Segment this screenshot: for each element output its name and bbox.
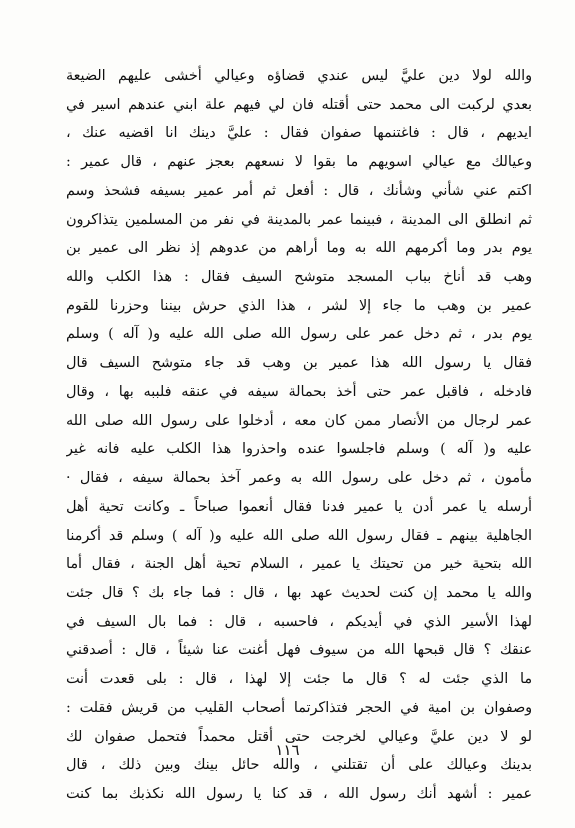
text-line: ثم انطلق الى المدينة ، فبينما عمر بالمدينة في نفر من المسلمين يتذاكرون: [66, 211, 532, 228]
text-line: وصفوان بن امية في الحجر فتذاكرتما أصحاب القليب من قريش فقلت :: [66, 699, 532, 716]
body-text: [66, 62, 532, 809]
text-line: يوم بدر ، ثم دخل عمر على رسول الله صلى الله عليه و( آله ) وسلم: [66, 326, 532, 343]
text-line: أرسله يا عمر أدن يا عمير فدنا فقال أنعموا صباحاً ـ وكانت تحية أهل: [66, 498, 532, 515]
text-line: عمر لرجال من الأنصار ممن كان معه ، أدخلوا على رسول الله صلى الله: [66, 412, 532, 429]
text-line: وعيالك مع عيالي اسويهم ما بقوا لا نسعهم بعجز عنهم ، قال عمير :: [66, 154, 532, 171]
text-line: اكتم عني شأني وشأنك ، قال : أفعل ثم أمر عمير بسيفه فشحذ وسم: [66, 182, 532, 199]
text-line: بعدي لركبت الى محمد حتى أقتله فان لي فيهم علة ابني عندهم اسير في: [66, 96, 532, 113]
page-number: ١١٦: [275, 741, 300, 759]
text-line: مأمون ، ثم دخل على رسول الله به وعمر آخذ بحمالة سيفه ، فقال ·: [66, 470, 532, 487]
text-line: عمير بن وهب ما جاء إلا لشر ، هذا الذي حرش بيننا وحزرنا للقوم: [66, 297, 532, 314]
text-line: والله لولا دين عليَّ ليس عندي قضاؤه وعيالي أخشى عليهم الضيعة: [66, 68, 532, 84]
text-line: الجاهلية بينهم ـ فقال رسول الله صلى الله عليه و( آله ) وسلم قد أكرمنا: [66, 527, 532, 544]
text-line: الله بتحية خير من تحيتك يا عمير ، السلام تحية أهل الجنة ، فقال أما: [66, 556, 532, 573]
text-line: بدينك وعيالك على أن تقتلني ، والله حائل بينك وبين ذلك ، قال: [66, 757, 532, 774]
text-line: لهذا الأسير الذي في أيديكم ، فاحسبه ، قال : فما بال السيف في: [66, 613, 532, 630]
text-line: فقال يا رسول الله هذا عمير بن وهب قد جاء متوشح السيف قال: [66, 355, 532, 372]
text-line: يوم بدر وما أكرمهم الله به وما أراهم من عدوهم إذ نظر الى عمير بن: [66, 240, 532, 257]
text-line: ايديهم ، قال : فاغتنمها صفوان فقال : عليَّ دينك انا اقضيه عنك ،: [66, 125, 532, 142]
text-line: عنقك ؟ قال قبحها الله من سيوف فهل أغنت عنا شيئاً ، قال : أصدقني: [66, 642, 532, 659]
text-line: فادخله ، فاقبل عمر حتى أخذ بحمالة سيفه في عنقه فلببه بها ، وقال: [66, 383, 532, 400]
text-line: لو لا دين عليَّ وعيالي لخرجت حتى أقتل محمداً فتحمل صفوان لك: [66, 728, 532, 745]
text-line: والله يا محمد إن كنت لحديث عهد بها ، قال : فما جاء بك ؟ قال جئت: [66, 584, 532, 601]
text-line: عمير : أشهد أنك رسول الله ، قد كنا يا رسول الله نكذبك بما كنت: [66, 785, 532, 802]
text-line: عليه و( آله ) وسلم فاجلسوا عنده واحذروا هذا الكلب عليه فانه غير: [66, 441, 532, 458]
text-line: ما الذي جئت له ؟ قال ما جئت إلا لهذا ، قال : بلى قعدت أنت: [66, 671, 532, 688]
text-line: وهب قد أناخ بباب المسجد متوشح السيف فقال : هذا الكلب والله: [66, 269, 532, 286]
